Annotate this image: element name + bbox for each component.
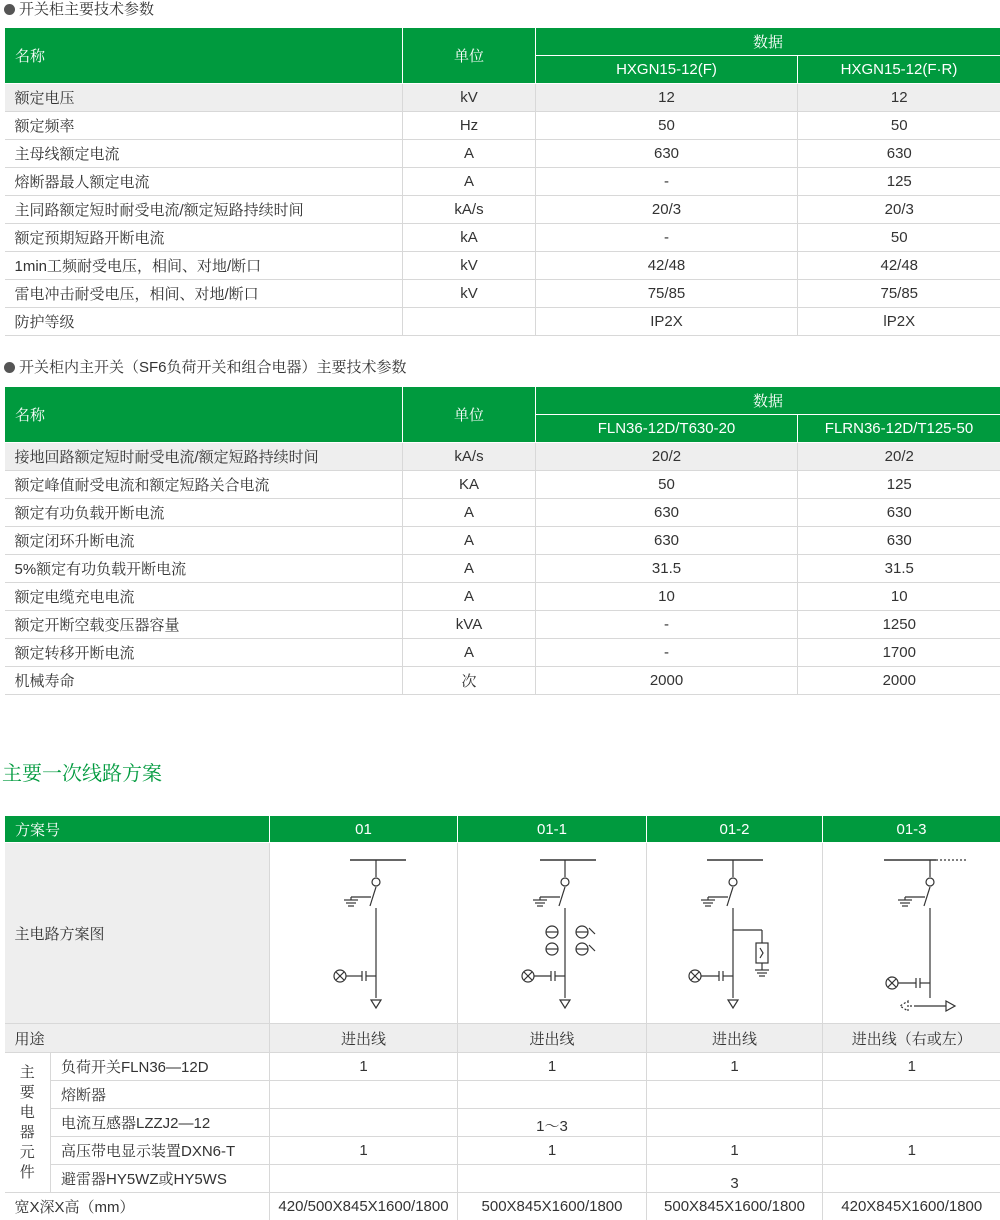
table-row: 额定转移开断电流 A - 1700 [5,639,1000,667]
scheme-col-01-2: 01-2 [647,816,823,843]
scheme-col-01-1: 01-1 [458,816,647,843]
component-row: 高压带电显示装置DXN6-T 1 1 1 1 [5,1137,1000,1165]
header-data: 数据 [536,387,1000,415]
table-row: 额定电缆充电电流 A 10 10 [5,583,1000,611]
scheme-col-01: 01 [270,816,458,843]
circuit-diagram-01 [270,843,458,1024]
usage-01-2: 进出线 [647,1024,823,1053]
usage-label: 用途 [5,1024,270,1053]
table-row: 主母线额定电流 A 630 630 [5,140,1000,168]
usage-01-1: 进出线 [458,1024,647,1053]
component-row: 熔断器 [5,1081,1000,1109]
header-model-2: FLRN36-12D/T125-50 [798,415,1000,443]
component-row: 主 要 电 器 元 件 负荷开关FLN36—12D 1 1 1 1 [5,1053,1000,1081]
table-row: 机械寿命 次 2000 2000 [5,667,1000,695]
usage-01: 进出线 [270,1024,458,1053]
table-row: 主同路额定短时耐受电流/额定短路持续时间 kA/s 20/3 20/3 [5,196,1000,224]
section1-title: 开关柜主要技术参数 [0,0,154,20]
dims-label: 宽X深X高（mm） [5,1193,270,1220]
dims-01-3: 420X845X1600/1800 [823,1193,1000,1220]
scheme-col-01-3: 01-3 [823,816,1000,843]
dims-01: 420/500X845X1600/1800 [270,1193,458,1220]
dims-01-1: 500X845X1600/1800 [458,1193,647,1220]
bullet-icon [4,362,15,373]
circuit-diagram-01-1 [458,843,647,1024]
header-model-2: HXGN15-12(F·R) [798,56,1000,84]
header-data: 数据 [536,28,1000,56]
circuit-diagram-01-3 [823,843,1000,1024]
scheme-heading: 主要一次线路方案 [2,757,162,786]
table-row: 额定闭环升断电流 A 630 630 [5,527,1000,555]
scheme-header-label: 方案号 [5,816,270,843]
table-row: 1min工频耐受电压，相间、对地/断口 kV 42/48 42/48 [5,252,1000,280]
header-unit: 单位 [403,387,536,443]
table-row: 雷电冲击耐受电压，相间、对地/断口 kV 75/85 75/85 [5,280,1000,308]
dims-01-2: 500X845X1600/1800 [647,1193,823,1220]
table-row: 额定频率 Hz 50 50 [5,112,1000,140]
table-row: 额定电压 kV 12 12 [5,84,1000,112]
table-row: 熔断器最人额定电流 A - 125 [5,168,1000,196]
component-group-label: 主 要 电 器 元 件 [5,1053,51,1193]
bullet-icon [4,4,15,15]
table-row: 防护等级 IP2X lP2X [5,308,1000,336]
component-row: 避雷器HY5WZ或HY5WS 3 [5,1165,1000,1193]
spec-table-1 [4,27,1000,336]
usage-01-3: 进出线（右或左） [823,1024,1000,1053]
header-unit: 单位 [403,28,536,84]
table-row: 额定有功负载开断电流 A 630 630 [5,499,1000,527]
component-row: 电流互感器LZZJ2—12 1～3 [5,1109,1000,1137]
table-row: 额定预期短路开断电流 kA - 50 [5,224,1000,252]
header-model-1: FLN36-12D/T630-20 [536,415,798,443]
table-row: 额定峰值耐受电流和额定短路关合电流 KA 50 125 [5,471,1000,499]
circuit-diagram-01-2 [647,843,823,1024]
table-row: 额定开断空载变压器容量 kVA - 1250 [5,611,1000,639]
header-name: 名称 [5,28,403,84]
diagram-label: 主电路方案图 [5,843,270,1024]
table-row: 接地回路额定短时耐受电流/额定短路持续时间 kA/s 20/2 20/2 [5,443,1000,471]
section2-title: 开关柜内主开关（SF6负荷开关和组合电器）主要技术参数 [0,358,407,378]
table-row: 5%额定有功负载开断电流 A 31.5 31.5 [5,555,1000,583]
header-name: 名称 [5,387,403,443]
scheme-table [4,815,1000,1220]
header-model-1: HXGN15-12(F) [536,56,798,84]
spec-table-2 [4,386,1000,695]
